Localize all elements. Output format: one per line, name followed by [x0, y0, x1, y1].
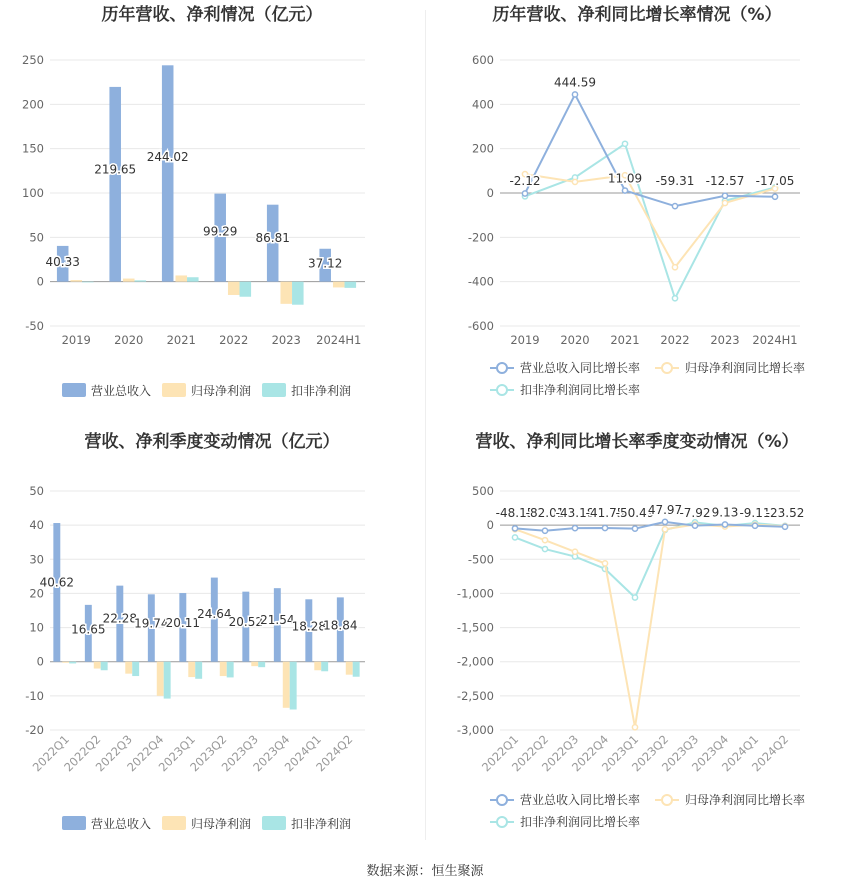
- series-point: [572, 525, 577, 530]
- growth-data-label: -2.12: [509, 174, 541, 188]
- legend-label: 营业总收入: [91, 384, 152, 398]
- y-tick-label: 0: [36, 654, 44, 669]
- bar-net-profit: [70, 280, 82, 282]
- legend-swatch: [62, 383, 86, 397]
- data-source-footer: 数据来源：恒生聚源: [366, 864, 484, 879]
- growth-data-label: 11.09: [607, 171, 643, 186]
- series-point: [632, 725, 637, 730]
- bar-deducted-profit: [292, 282, 304, 305]
- y-tick-label: -1,000: [456, 586, 494, 601]
- legend-swatch: [162, 383, 186, 397]
- chart-title: 营收、净利季度变动情况（亿元）: [84, 432, 340, 452]
- revenue-data-label: 99.29: [203, 224, 238, 239]
- growth-data-label: 444.59: [554, 75, 596, 90]
- series-point: [572, 92, 577, 97]
- bar-net-profit: [62, 662, 69, 663]
- x-tick-label: 2024Q2: [748, 732, 792, 775]
- bar-deducted-profit: [290, 662, 297, 710]
- x-tick-label: 2023Q2: [628, 732, 672, 775]
- bar-revenue: [162, 65, 174, 281]
- series-point: [692, 523, 697, 528]
- series-point: [722, 522, 727, 527]
- series-point: [522, 191, 527, 196]
- series-point: [662, 527, 667, 532]
- series-point: [632, 526, 637, 531]
- bar-deducted-profit: [135, 280, 147, 281]
- series-point: [542, 538, 547, 543]
- x-tick-label: 2022Q2: [61, 732, 104, 775]
- series-point: [512, 526, 517, 531]
- y-tick-label: 250: [22, 53, 44, 67]
- legend-marker: [662, 363, 672, 373]
- growth-data-label: -7.92: [679, 506, 711, 521]
- series-point: [782, 524, 787, 529]
- legend-label: 扣非净利润: [291, 384, 352, 398]
- series-point: [622, 141, 627, 146]
- y-tick-label: -1,500: [456, 620, 494, 635]
- bar-net-profit: [314, 662, 321, 671]
- y-tick-label: -600: [467, 319, 494, 333]
- x-tick-label: 2021: [166, 333, 196, 347]
- series-line-net-growth: [515, 524, 785, 727]
- revenue-data-label: 24.64: [197, 606, 232, 621]
- y-tick-label: 200: [472, 141, 494, 156]
- growth-data-label: -43.18: [555, 506, 595, 521]
- legend-marker: [497, 363, 507, 373]
- x-tick-label: 2023Q3: [218, 732, 261, 775]
- series-point: [512, 535, 517, 540]
- bar-deducted-profit: [321, 662, 328, 672]
- x-tick-label: 2024Q1: [281, 732, 324, 775]
- revenue-data-label: 37.12: [308, 256, 343, 271]
- y-tick-label: -20: [25, 723, 44, 737]
- legend-label: 归母净利润: [191, 384, 252, 398]
- y-tick-label: 500: [472, 484, 494, 498]
- y-tick-label: -2,000: [456, 654, 494, 669]
- quarterly-growth-rate-line-chart: [425, 420, 850, 855]
- series-point: [572, 179, 577, 184]
- bar-deducted-profit: [187, 277, 199, 281]
- x-tick-label: 2023Q4: [250, 732, 293, 775]
- bar-net-profit: [220, 662, 227, 676]
- bar-deducted-profit: [345, 282, 357, 288]
- revenue-data-label: 21.54: [260, 613, 295, 628]
- revenue-data-label: 18.84: [323, 618, 358, 633]
- y-tick-label: -2,500: [456, 688, 494, 703]
- bar-deducted-profit: [353, 662, 360, 677]
- growth-data-label: 9.13: [711, 505, 739, 520]
- revenue-data-label: 19.74: [134, 616, 169, 631]
- x-tick-label: 2023Q1: [155, 732, 198, 775]
- x-tick-label: 2023: [710, 333, 740, 347]
- y-tick-label: 600: [472, 53, 494, 67]
- growth-data-label: -23.52: [765, 506, 805, 521]
- series-point: [572, 549, 577, 554]
- y-tick-label: 200: [22, 97, 44, 112]
- bar-revenue: [53, 523, 60, 662]
- bar-net-profit: [346, 662, 353, 675]
- series-point: [602, 525, 607, 530]
- annual-revenue-profit-bar-chart: [0, 0, 425, 420]
- bar-net-profit: [94, 662, 101, 669]
- x-tick-label: 2024H1: [316, 333, 362, 347]
- legend-swatch: [262, 816, 286, 830]
- y-tick-label: -200: [467, 230, 494, 245]
- bar-deducted-profit: [227, 662, 234, 678]
- x-tick-label: 2024Q2: [313, 732, 356, 775]
- x-tick-label: 2019: [61, 333, 91, 347]
- series-point: [672, 296, 677, 301]
- y-tick-label: -10: [25, 688, 44, 703]
- x-tick-label: 2020: [560, 333, 590, 347]
- x-tick-label: 2022: [219, 333, 249, 347]
- y-tick-label: -400: [467, 274, 494, 289]
- bar-deducted-profit: [69, 662, 76, 664]
- quarterly-revenue-profit-bar-chart: [0, 420, 425, 855]
- legend-label: 营业总收入同比增长率: [520, 793, 641, 807]
- revenue-data-label: 40.33: [45, 254, 80, 269]
- bar-net-profit: [125, 662, 132, 674]
- growth-data-label: -48.15: [495, 506, 535, 521]
- legend-swatch: [162, 816, 186, 830]
- revenue-data-label: 16.65: [71, 622, 106, 637]
- y-tick-label: 0: [36, 274, 44, 289]
- legend-marker: [662, 795, 672, 805]
- chart-title: 历年营收、净利情况（亿元）: [101, 5, 323, 25]
- bar-net-profit: [283, 662, 290, 708]
- bar-deducted-profit: [164, 662, 171, 699]
- y-tick-label: 40: [29, 518, 44, 533]
- y-tick-label: -3,000: [456, 723, 494, 737]
- series-point: [772, 194, 777, 199]
- growth-data-label: 47.97: [647, 502, 683, 517]
- y-tick-label: 0: [486, 186, 494, 200]
- legend-marker: [497, 795, 507, 805]
- x-tick-label: 2022: [660, 333, 690, 347]
- y-tick-label: -500: [467, 552, 494, 567]
- revenue-data-label: 18.28: [291, 619, 326, 634]
- growth-data-label: -12.57: [705, 174, 745, 188]
- y-tick-label: 50: [29, 230, 44, 245]
- x-tick-label: 2022Q3: [538, 732, 582, 775]
- y-tick-label: 30: [29, 552, 44, 567]
- bar-net-profit: [157, 662, 164, 696]
- annual-growth-rate-line-chart: [425, 0, 850, 420]
- legend-label: 归母净利润同比增长率: [685, 361, 806, 375]
- bar-deducted-profit: [132, 662, 139, 676]
- bar-revenue: [109, 87, 121, 282]
- revenue-data-label: 20.11: [165, 615, 200, 630]
- revenue-data-label: 40.62: [39, 575, 74, 590]
- legend-label: 归母净利润: [191, 817, 252, 831]
- legend-label: 归母净利润同比增长率: [685, 793, 806, 807]
- series-line-net-growth: [525, 171, 775, 267]
- legend-label: 扣非净利润同比增长率: [520, 383, 641, 397]
- y-tick-label: -50: [25, 319, 44, 333]
- series-point: [752, 523, 757, 528]
- revenue-data-label: 20.52: [228, 615, 263, 630]
- x-tick-label: 2020: [114, 333, 144, 347]
- x-tick-label: 2023Q2: [187, 732, 230, 775]
- bar-deducted-profit: [195, 662, 202, 679]
- bar-net-profit: [333, 282, 345, 288]
- bar-net-profit: [228, 282, 240, 295]
- y-tick-label: 50: [29, 484, 44, 498]
- series-point: [602, 561, 607, 566]
- x-tick-label: 2023: [271, 333, 301, 347]
- series-point: [662, 519, 667, 524]
- x-tick-label: 2021: [610, 333, 640, 347]
- y-tick-label: 0: [486, 518, 494, 533]
- growth-data-label: -41.75: [585, 506, 625, 521]
- bar-deducted-profit: [82, 282, 94, 283]
- series-line-revenue-growth: [525, 94, 775, 206]
- x-tick-label: 2023Q3: [658, 732, 702, 775]
- x-tick-label: 2022Q4: [124, 732, 167, 775]
- revenue-data-label: 244.02: [146, 150, 189, 165]
- series-point: [672, 265, 677, 270]
- series-point: [632, 595, 637, 600]
- x-tick-label: 2022Q3: [92, 732, 135, 775]
- y-tick-label: 20: [29, 586, 44, 601]
- bar-net-profit: [175, 275, 187, 281]
- bar-net-profit: [123, 279, 135, 282]
- series-point: [722, 200, 727, 205]
- x-tick-label: 2022Q1: [29, 732, 72, 775]
- legend-label: 营业总收入同比增长率: [520, 361, 641, 375]
- x-tick-label: 2023Q4: [688, 732, 732, 775]
- y-tick-label: 100: [22, 186, 44, 200]
- chart-title: 营收、净利同比增长率季度变动情况（%）: [475, 432, 799, 452]
- bar-net-profit: [188, 662, 195, 677]
- series-point: [542, 528, 547, 533]
- growth-data-label: -50.49: [615, 506, 655, 521]
- y-tick-label: 10: [29, 620, 44, 635]
- chart-title: 历年营收、净利同比增长率情况（%）: [492, 5, 782, 25]
- revenue-data-label: 86.81: [255, 231, 290, 246]
- revenue-data-label: 219.65: [94, 162, 137, 177]
- series-point: [722, 193, 727, 198]
- growth-data-label: -17.05: [755, 174, 795, 188]
- legend-label: 扣非净利润: [291, 817, 352, 831]
- legend-label: 扣非净利润同比增长率: [520, 815, 641, 829]
- series-point: [622, 188, 627, 193]
- series-line-deducted-growth: [515, 522, 785, 597]
- x-tick-label: 2023Q1: [598, 732, 642, 775]
- series-point: [542, 546, 547, 551]
- series-point: [672, 204, 677, 209]
- growth-data-label: -82.01: [525, 506, 565, 521]
- x-tick-label: 2022Q2: [508, 732, 552, 775]
- y-tick-label: 400: [472, 97, 494, 112]
- legend-label: 营业总收入: [91, 817, 152, 831]
- growth-data-label: -9.11: [739, 506, 771, 521]
- legend-swatch: [62, 816, 86, 830]
- x-tick-label: 2019: [510, 333, 540, 347]
- x-tick-label: 2022Q4: [568, 732, 612, 775]
- x-tick-label: 2024Q1: [718, 732, 762, 775]
- bar-net-profit: [251, 662, 258, 666]
- x-tick-label: 2024H1: [752, 333, 798, 347]
- legend-marker: [497, 817, 507, 827]
- y-tick-label: 150: [22, 141, 44, 156]
- bar-deducted-profit: [101, 662, 108, 671]
- bar-deducted-profit: [240, 282, 252, 297]
- growth-data-label: -59.31: [655, 174, 695, 188]
- legend-swatch: [262, 383, 286, 397]
- divider-vertical: [425, 10, 426, 840]
- legend-marker: [497, 385, 507, 395]
- revenue-data-label: 22.28: [102, 611, 137, 626]
- x-tick-label: 2022Q1: [478, 732, 522, 775]
- bar-net-profit: [280, 282, 292, 304]
- bar-deducted-profit: [258, 662, 265, 667]
